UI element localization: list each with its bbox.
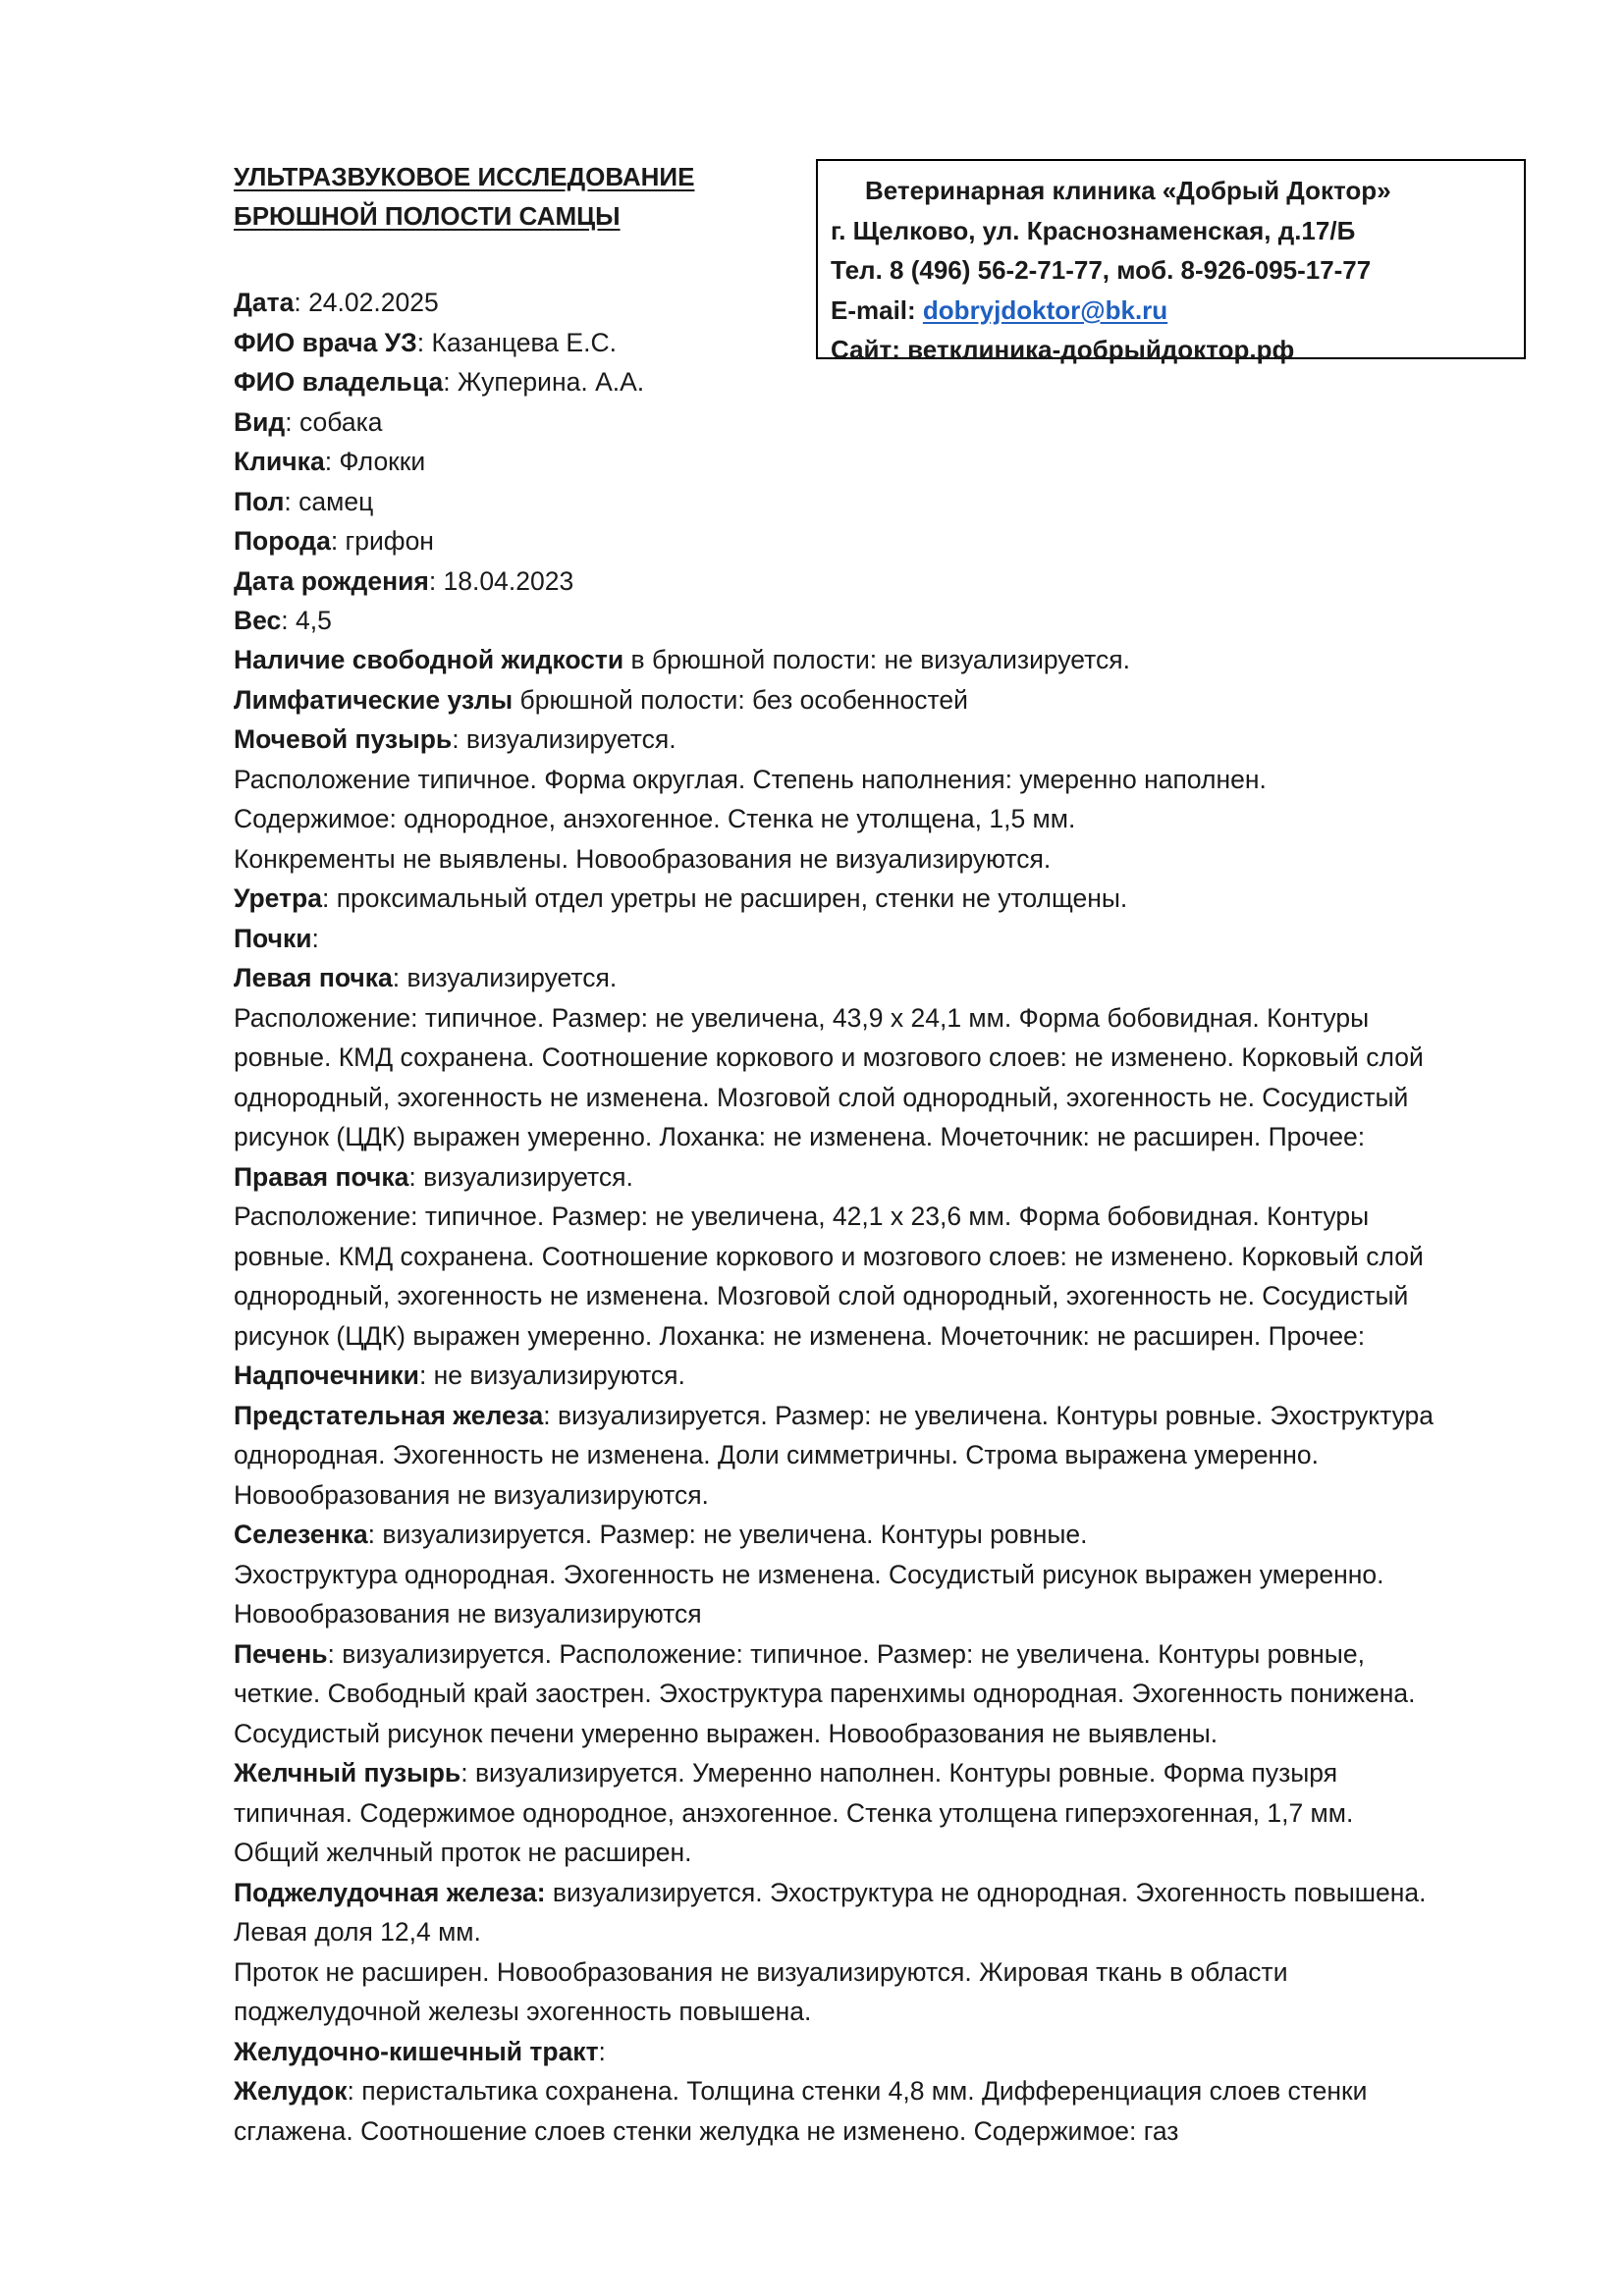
birth-label: Дата рождения <box>234 565 429 596</box>
clinic-email-link[interactable]: dobryjdoktor@bk.ru <box>922 294 1168 325</box>
report-line-heading: Лимфатические узлы <box>234 684 514 715</box>
report-line-text: Содержимое: однородное, анэхогенное. Стенка не утолщена, 1,5 мм. <box>234 804 1076 833</box>
clinic-phones: Тел. 8 (496) 56-2-71-77, моб. 8-926-095-17-77 <box>831 255 1372 285</box>
report-line <box>234 1515 1549 1555</box>
report-line-heading: Наличие свободной жидкости <box>234 645 624 674</box>
birth-row <box>234 561 1549 602</box>
date-label: Дата <box>234 288 295 317</box>
report-line-text: сглажена. Соотношение слоев стенки желудка не изменено. Содержимое: газ <box>234 2115 1179 2146</box>
title-line-1: УЛЬТРАЗВУКОВОЕ ИССЛЕДОВАНИЕ <box>234 162 695 191</box>
weight-label: Вес <box>234 606 282 635</box>
report-line-text: : визуализируется. Размер: не увеличена. Контуры ровные. Эхоструктура <box>543 1400 1435 1430</box>
report-line-text: : не визуализируются. <box>418 1361 685 1390</box>
date-row <box>234 283 1549 323</box>
pet-name-row <box>234 442 1549 482</box>
report-line-text: Общий желчный проток не расширен. <box>234 1838 692 1867</box>
report-line <box>234 2071 1549 2111</box>
sex-row <box>234 482 1549 522</box>
sex-value: : самец <box>284 486 374 516</box>
report-line <box>234 1634 1549 1675</box>
report-line-text: однородная. Эхогенность не изменена. Доли симметричны. Строма выражена умеренно. <box>234 1440 1319 1469</box>
report-line <box>234 1396 1549 1436</box>
report-line <box>234 1873 1549 1913</box>
report-line-text: Конкременты не выявлены. Новообразования не визуализируются. <box>234 843 1052 874</box>
report-line <box>234 2111 1549 2152</box>
report-line <box>234 839 1549 880</box>
report-line-text: : визуализируется. Размер: не увеличена. Контуры ровные. <box>367 1520 1088 1549</box>
report-line-heading: Надпочечники <box>234 1361 419 1390</box>
report-line <box>234 879 1549 919</box>
report-line-text: в брюшной полости: не визуализируется. <box>623 645 1130 674</box>
report-line-text: однородный, эхогенность не изменена. Мозговой слой однородный, эхогенность не. Сосудистый <box>234 1082 1409 1112</box>
report-line <box>234 1555 1549 1595</box>
report-line-heading: Селезенка <box>234 1520 368 1549</box>
doctor-label: ФИО врача УЗ <box>234 327 417 357</box>
report-line-text: Сосудистый рисунок печени умеренно выражен. Новообразования не выявлены. <box>234 1718 1218 1748</box>
species-value: : собака <box>285 406 383 437</box>
report-line-text: однородный, эхогенность не изменена. Мозговой слой однородный, эхогенность не. Сосудистый <box>234 1281 1409 1310</box>
report-line-text: четкие. Свободный край заострен. Эхоструктура паренхимы однородная. Эхогенность понижена. <box>234 1679 1416 1708</box>
report-line-heading: Предстательная железа <box>234 1400 544 1430</box>
report-line-heading: Желчный пузырь <box>234 1758 461 1788</box>
report-line <box>234 640 1549 680</box>
report-line <box>234 1753 1549 1793</box>
report-line <box>234 1992 1549 2032</box>
report-line-text: Новообразования не визуализируются. <box>234 1479 709 1510</box>
report-line-text: Эхоструктура однородная. Эхогенность не изменена. Сосудистый рисунок выражен умеренно. <box>234 1559 1384 1589</box>
report-line-text: Проток не расширен. Новообразования не визуализируются. Жировая ткань в области <box>234 1956 1288 1987</box>
owner-row <box>234 362 1549 402</box>
report-line <box>234 1157 1549 1198</box>
report-line-text: рисунок (ЦДК) выражен умеренно. Лоханка: не изменена. Мочеточник: не расширен. Прочее: <box>234 1320 1366 1351</box>
report-line <box>234 1435 1549 1475</box>
report-line-heading: Желудок <box>234 2076 348 2106</box>
doctor-value: : Казанцева Е.С. <box>416 327 617 357</box>
weight-value: : 4,5 <box>281 606 332 635</box>
report-line-heading: Мочевой пузырь <box>234 724 453 754</box>
breed-label: Порода <box>234 526 331 556</box>
report-line-heading: Печень <box>234 1638 328 1669</box>
report-line <box>234 720 1549 760</box>
species-row <box>234 402 1549 443</box>
date-value: : 24.02.2025 <box>294 288 439 317</box>
report-line <box>234 680 1549 721</box>
report-line <box>234 1952 1549 1993</box>
report-line-text: ровные. КМД сохранена. Соотношение коркового и мозгового слоев: не изменено. Корковый слой <box>234 1241 1424 1271</box>
report-line-heading: Почки <box>234 923 312 953</box>
report-line-heading: Желудочно-кишечный тракт <box>234 2036 599 2066</box>
report-line <box>234 760 1549 800</box>
report-line-heading: Левая почка <box>234 963 393 992</box>
pet-name-value: : Флокки <box>324 447 426 476</box>
report-line <box>234 1912 1549 1952</box>
report-body <box>234 640 1549 2151</box>
clinic-address: г. Щелково, ул. Краснознаменская, д.17/Б <box>831 215 1356 245</box>
report-line-heading: Уретра <box>234 883 322 913</box>
pet-name-label: Кличка <box>234 447 325 476</box>
report-line <box>234 1237 1549 1277</box>
report-line <box>234 1714 1549 1754</box>
report-line <box>234 799 1549 839</box>
report-line-text: Новообразования не визуализируются <box>234 1599 702 1629</box>
document-title <box>234 157 694 236</box>
clinic-name: Ветеринарная клиника «Добрый Доктор» <box>865 176 1391 205</box>
report-line-text: ровные. КМД сохранена. Соотношение коркового и мозгового слоев: не изменено. Корковый слой <box>234 1042 1424 1072</box>
report-line-text: брюшной полости: без особенностей <box>513 684 968 715</box>
report-line-heading: Поджелудочная железа: <box>234 1877 546 1907</box>
report-line-text: : <box>598 2036 606 2066</box>
report-line <box>234 1674 1549 1714</box>
report-line-text: визуализируется. Эхоструктура не однородная. Эхогенность повышена. <box>545 1877 1427 1907</box>
birth-value: : 18.04.2023 <box>428 565 574 596</box>
report-line <box>234 919 1549 959</box>
report-line-text: рисунок (ЦДК) выражен умеренно. Лоханка: не изменена. Мочеточник: не расширен. Прочее: <box>234 1122 1366 1151</box>
report-line-text: : <box>311 923 319 953</box>
report-line-text: : визуализируется. <box>392 963 618 992</box>
report-line-text: : визуализируется. Умеренно наполнен. Контуры ровные. Форма пузыря <box>460 1758 1338 1788</box>
report-line <box>234 1117 1549 1157</box>
report-line <box>234 1793 1549 1834</box>
owner-value: : Жуперина. А.А. <box>443 367 645 397</box>
report-line-text: : проксимальный отдел уретры не расширен, стенки не утолщены. <box>321 883 1128 913</box>
report-line <box>234 1078 1549 1118</box>
report-line-text: типичная. Содержимое однородное, анэхогенное. Стенка утолщена гиперэхогенная, 1,7 мм. <box>234 1797 1354 1828</box>
report-line-text: : визуализируется. <box>452 724 677 754</box>
breed-row <box>234 521 1549 561</box>
clinic-site: Сайт: ветклиника-добрыйдоктор.рф <box>831 335 1295 364</box>
report-line-text: : визуализируется. <box>408 1161 633 1192</box>
report-line <box>234 958 1549 998</box>
report-line <box>234 1197 1549 1237</box>
weight-row <box>234 601 1549 641</box>
report-line-text: : перистальтика сохранена. Толщина стенки 4,8 мм. Дифференциация слоев стенки <box>347 2076 1368 2106</box>
sex-label: Пол <box>234 486 285 516</box>
report-line <box>234 1276 1549 1316</box>
species-label: Вид <box>234 406 286 437</box>
report-line-text: Расположение: типичное. Размер: не увеличена, 42,1 х 23,6 мм. Форма бобовидная. Контуры <box>234 1201 1370 1231</box>
report-line <box>234 1594 1549 1634</box>
report-line-text: поджелудочной железы эхогенность повышена. <box>234 1997 812 2026</box>
report-line-text: Расположение типичное. Форма округлая. Степень наполнения: умеренно наполнен. <box>234 764 1267 794</box>
report-line <box>234 1038 1549 1078</box>
report-line-heading: Правая почка <box>234 1161 409 1192</box>
owner-label: ФИО владельца <box>234 367 444 397</box>
clinic-email-label: E-mail: <box>831 294 916 325</box>
report-line <box>234 1316 1549 1357</box>
report-line-text: : визуализируется. Расположение: типичное. Размер: не увеличена. Контуры ровные, <box>327 1638 1365 1669</box>
patient-info <box>234 283 1549 641</box>
report-line <box>234 1356 1549 1396</box>
report-line-text: Левая доля 12,4 мм. <box>234 1917 481 1947</box>
report-line-text: Расположение: типичное. Размер: не увеличена, 43,9 х 24,1 мм. Форма бобовидная. Контуры <box>234 1002 1370 1033</box>
report-line <box>234 2032 1549 2072</box>
doctor-row <box>234 323 1549 363</box>
report-line <box>234 998 1549 1039</box>
report-line <box>234 1475 1549 1516</box>
report-line <box>234 1833 1549 1873</box>
breed-value: : грифон <box>330 526 434 556</box>
title-line-2: БРЮШНОЙ ПОЛОСТИ САМЦЫ <box>234 201 621 231</box>
